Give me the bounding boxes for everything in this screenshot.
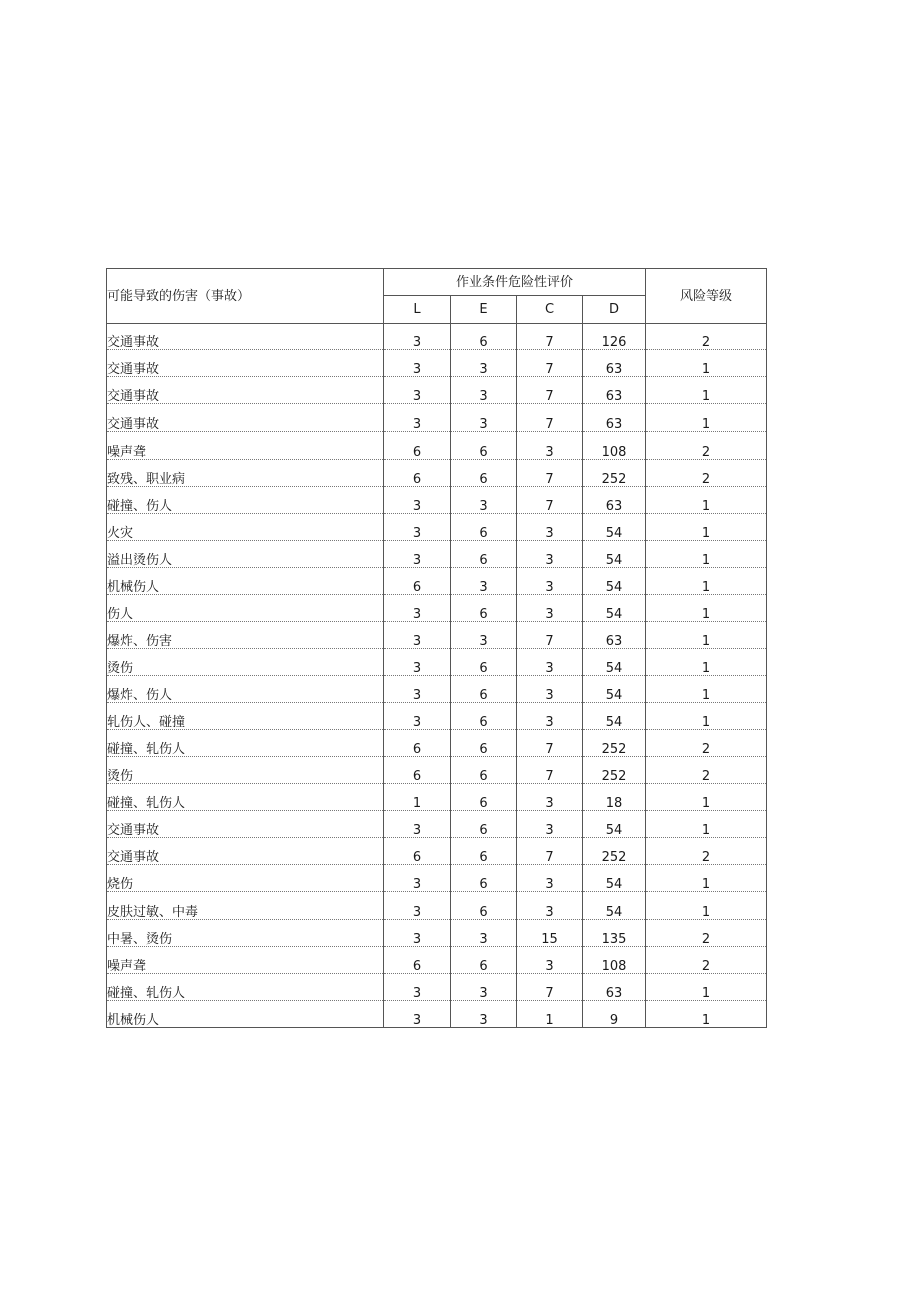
d-value-cell: 54 — [583, 568, 646, 595]
table-row — [107, 730, 767, 757]
hazard-cell: 烫伤 — [107, 649, 384, 676]
hazard-cell: 碰撞、伤人 — [107, 487, 384, 514]
c-value-cell: 7 — [517, 460, 583, 487]
c-value-cell: 7 — [517, 974, 583, 1001]
l-value-cell: 3 — [384, 324, 451, 350]
hazard-cell: 交通事故 — [107, 811, 384, 838]
l-value-cell: 3 — [384, 703, 451, 730]
risk-level-cell: 1 — [646, 487, 767, 514]
d-value-cell: 54 — [583, 703, 646, 730]
hazard-cell: 皮肤过敏、中毒 — [107, 892, 384, 920]
l-value-cell: 6 — [384, 947, 451, 974]
l-value-cell: 3 — [384, 974, 451, 1001]
l-value-cell: 6 — [384, 432, 451, 460]
hazard-cell: 交通事故 — [107, 404, 384, 432]
risk-level-cell: 1 — [646, 514, 767, 541]
risk-level-cell: 1 — [646, 404, 767, 432]
hazard-cell: 交通事故 — [107, 838, 384, 865]
d-value-cell: 54 — [583, 649, 646, 676]
e-value-cell: 6 — [451, 865, 517, 892]
l-column-header: L — [384, 296, 451, 324]
l-value-cell: 3 — [384, 541, 451, 568]
c-value-cell: 7 — [517, 350, 583, 377]
l-value-cell: 3 — [384, 649, 451, 676]
risk-level-column-header: 风险等级 — [646, 269, 767, 324]
c-value-cell: 3 — [517, 432, 583, 460]
c-value-cell: 7 — [517, 404, 583, 432]
l-value-cell: 3 — [384, 892, 451, 920]
risk-level-cell: 2 — [646, 757, 767, 784]
l-value-cell: 1 — [384, 784, 451, 811]
table-row — [107, 595, 767, 622]
hazard-cell: 轧伤人、碰撞 — [107, 703, 384, 730]
risk-level-cell: 2 — [646, 324, 767, 350]
table-row — [107, 350, 767, 377]
hazard-cell: 机械伤人 — [107, 568, 384, 595]
table-body — [107, 324, 767, 1028]
e-value-cell: 3 — [451, 568, 517, 595]
table-row — [107, 974, 767, 1001]
d-value-cell: 54 — [583, 676, 646, 703]
c-value-cell: 3 — [517, 676, 583, 703]
hazard-cell: 爆炸、伤人 — [107, 676, 384, 703]
d-value-cell: 108 — [583, 432, 646, 460]
risk-level-cell: 1 — [646, 784, 767, 811]
table-row — [107, 404, 767, 432]
hazard-cell: 交通事故 — [107, 324, 384, 350]
c-value-cell: 7 — [517, 838, 583, 865]
d-value-cell: 54 — [583, 865, 646, 892]
table-row — [107, 324, 767, 350]
d-value-cell: 63 — [583, 487, 646, 514]
d-value-cell: 54 — [583, 892, 646, 920]
e-column-header: E — [451, 296, 517, 324]
table-row — [107, 838, 767, 865]
d-value-cell: 63 — [583, 350, 646, 377]
l-value-cell: 3 — [384, 920, 451, 947]
e-value-cell: 6 — [451, 514, 517, 541]
e-value-cell: 6 — [451, 432, 517, 460]
d-value-cell: 54 — [583, 514, 646, 541]
table-row — [107, 784, 767, 811]
l-value-cell: 3 — [384, 622, 451, 649]
hazard-cell: 火灾 — [107, 514, 384, 541]
table-row — [107, 432, 767, 460]
risk-level-cell: 2 — [646, 920, 767, 947]
hazard-cell: 噪声聋 — [107, 947, 384, 974]
risk-level-cell: 1 — [646, 1001, 767, 1028]
l-value-cell: 3 — [384, 676, 451, 703]
e-value-cell: 3 — [451, 974, 517, 1001]
d-column-header: D — [583, 296, 646, 324]
l-value-cell: 6 — [384, 568, 451, 595]
c-value-cell: 7 — [517, 487, 583, 514]
d-value-cell: 9 — [583, 1001, 646, 1028]
hazard-cell: 烧伤 — [107, 865, 384, 892]
c-column-header: C — [517, 296, 583, 324]
d-value-cell: 63 — [583, 974, 646, 1001]
l-value-cell: 6 — [384, 838, 451, 865]
risk-level-cell: 1 — [646, 974, 767, 1001]
c-value-cell: 3 — [517, 649, 583, 676]
table-row — [107, 541, 767, 568]
e-value-cell: 6 — [451, 324, 517, 350]
e-value-cell: 6 — [451, 595, 517, 622]
e-value-cell: 3 — [451, 404, 517, 432]
table-row — [107, 703, 767, 730]
c-value-cell: 3 — [517, 568, 583, 595]
risk-level-cell: 2 — [646, 730, 767, 757]
d-value-cell: 252 — [583, 460, 646, 487]
c-value-cell: 3 — [517, 541, 583, 568]
l-value-cell: 6 — [384, 460, 451, 487]
l-value-cell: 3 — [384, 811, 451, 838]
d-value-cell: 126 — [583, 324, 646, 350]
hazard-cell: 交通事故 — [107, 377, 384, 404]
c-value-cell: 3 — [517, 595, 583, 622]
e-value-cell: 6 — [451, 541, 517, 568]
c-value-cell: 7 — [517, 730, 583, 757]
l-value-cell: 3 — [384, 1001, 451, 1028]
l-value-cell: 3 — [384, 514, 451, 541]
risk-level-cell: 1 — [646, 350, 767, 377]
e-value-cell: 3 — [451, 1001, 517, 1028]
hazard-cell: 中暑、烫伤 — [107, 920, 384, 947]
e-value-cell: 6 — [451, 460, 517, 487]
header-row-1 — [107, 269, 767, 296]
risk-level-cell: 1 — [646, 676, 767, 703]
table-header — [107, 269, 767, 324]
hazard-cell: 噪声聋 — [107, 432, 384, 460]
c-value-cell: 7 — [517, 324, 583, 350]
e-value-cell: 3 — [451, 622, 517, 649]
table-row — [107, 892, 767, 920]
e-value-cell: 3 — [451, 377, 517, 404]
risk-level-cell: 1 — [646, 811, 767, 838]
d-value-cell: 108 — [583, 947, 646, 974]
risk-level-cell: 1 — [646, 865, 767, 892]
c-value-cell: 3 — [517, 784, 583, 811]
table-row — [107, 1001, 767, 1028]
l-value-cell: 6 — [384, 730, 451, 757]
c-value-cell: 3 — [517, 892, 583, 920]
d-value-cell: 252 — [583, 838, 646, 865]
c-value-cell: 7 — [517, 377, 583, 404]
d-value-cell: 252 — [583, 757, 646, 784]
e-value-cell: 3 — [451, 487, 517, 514]
table-row — [107, 676, 767, 703]
c-value-cell: 3 — [517, 811, 583, 838]
l-value-cell: 3 — [384, 377, 451, 404]
d-value-cell: 18 — [583, 784, 646, 811]
c-value-cell: 1 — [517, 1001, 583, 1028]
l-value-cell: 6 — [384, 757, 451, 784]
d-value-cell: 63 — [583, 622, 646, 649]
hazard-cell: 烫伤 — [107, 757, 384, 784]
table-row — [107, 377, 767, 404]
d-value-cell: 54 — [583, 541, 646, 568]
l-value-cell: 3 — [384, 595, 451, 622]
e-value-cell: 6 — [451, 703, 517, 730]
d-value-cell: 63 — [583, 404, 646, 432]
c-value-cell: 7 — [517, 622, 583, 649]
c-value-cell: 3 — [517, 514, 583, 541]
c-value-cell: 3 — [517, 865, 583, 892]
risk-assessment-sheet — [106, 268, 766, 1028]
risk-level-cell: 1 — [646, 649, 767, 676]
e-value-cell: 6 — [451, 784, 517, 811]
c-value-cell: 3 — [517, 703, 583, 730]
table-row — [107, 947, 767, 974]
hazard-cell: 爆炸、伤害 — [107, 622, 384, 649]
hazard-column-header: 可能导致的伤害（事故） — [107, 269, 384, 324]
e-value-cell: 6 — [451, 676, 517, 703]
risk-level-cell: 1 — [646, 541, 767, 568]
risk-level-cell: 1 — [646, 622, 767, 649]
table-row — [107, 487, 767, 514]
e-value-cell: 6 — [451, 757, 517, 784]
e-value-cell: 6 — [451, 892, 517, 920]
risk-level-cell: 1 — [646, 377, 767, 404]
e-value-cell: 6 — [451, 649, 517, 676]
hazard-cell: 溢出烫伤人 — [107, 541, 384, 568]
table-row — [107, 460, 767, 487]
table-row — [107, 568, 767, 595]
e-value-cell: 6 — [451, 947, 517, 974]
risk-level-cell: 1 — [646, 892, 767, 920]
risk-level-cell: 2 — [646, 838, 767, 865]
e-value-cell: 3 — [451, 920, 517, 947]
table-row — [107, 649, 767, 676]
d-value-cell: 54 — [583, 811, 646, 838]
risk-level-cell: 1 — [646, 568, 767, 595]
hazard-cell: 致残、职业病 — [107, 460, 384, 487]
d-value-cell: 252 — [583, 730, 646, 757]
risk-level-cell: 2 — [646, 432, 767, 460]
c-value-cell: 15 — [517, 920, 583, 947]
hazard-cell: 伤人 — [107, 595, 384, 622]
e-value-cell: 6 — [451, 811, 517, 838]
l-value-cell: 3 — [384, 865, 451, 892]
d-value-cell: 135 — [583, 920, 646, 947]
l-value-cell: 3 — [384, 404, 451, 432]
risk-assessment-table — [106, 268, 767, 1028]
risk-level-cell: 1 — [646, 703, 767, 730]
table-row — [107, 920, 767, 947]
hazard-cell: 机械伤人 — [107, 1001, 384, 1028]
risk-level-cell: 2 — [646, 460, 767, 487]
risk-level-cell: 2 — [646, 947, 767, 974]
c-value-cell: 3 — [517, 947, 583, 974]
evaluation-group-header: 作业条件危险性评价 — [384, 269, 646, 296]
hazard-cell: 交通事故 — [107, 350, 384, 377]
hazard-cell: 碰撞、轧伤人 — [107, 730, 384, 757]
e-value-cell: 3 — [451, 350, 517, 377]
hazard-cell: 碰撞、轧伤人 — [107, 784, 384, 811]
l-value-cell: 3 — [384, 487, 451, 514]
table-row — [107, 811, 767, 838]
table-row — [107, 514, 767, 541]
l-value-cell: 3 — [384, 350, 451, 377]
table-row — [107, 865, 767, 892]
risk-level-cell: 1 — [646, 595, 767, 622]
e-value-cell: 6 — [451, 730, 517, 757]
d-value-cell: 63 — [583, 377, 646, 404]
e-value-cell: 6 — [451, 838, 517, 865]
table-row — [107, 622, 767, 649]
d-value-cell: 54 — [583, 595, 646, 622]
table-row — [107, 757, 767, 784]
c-value-cell: 7 — [517, 757, 583, 784]
hazard-cell: 碰撞、轧伤人 — [107, 974, 384, 1001]
